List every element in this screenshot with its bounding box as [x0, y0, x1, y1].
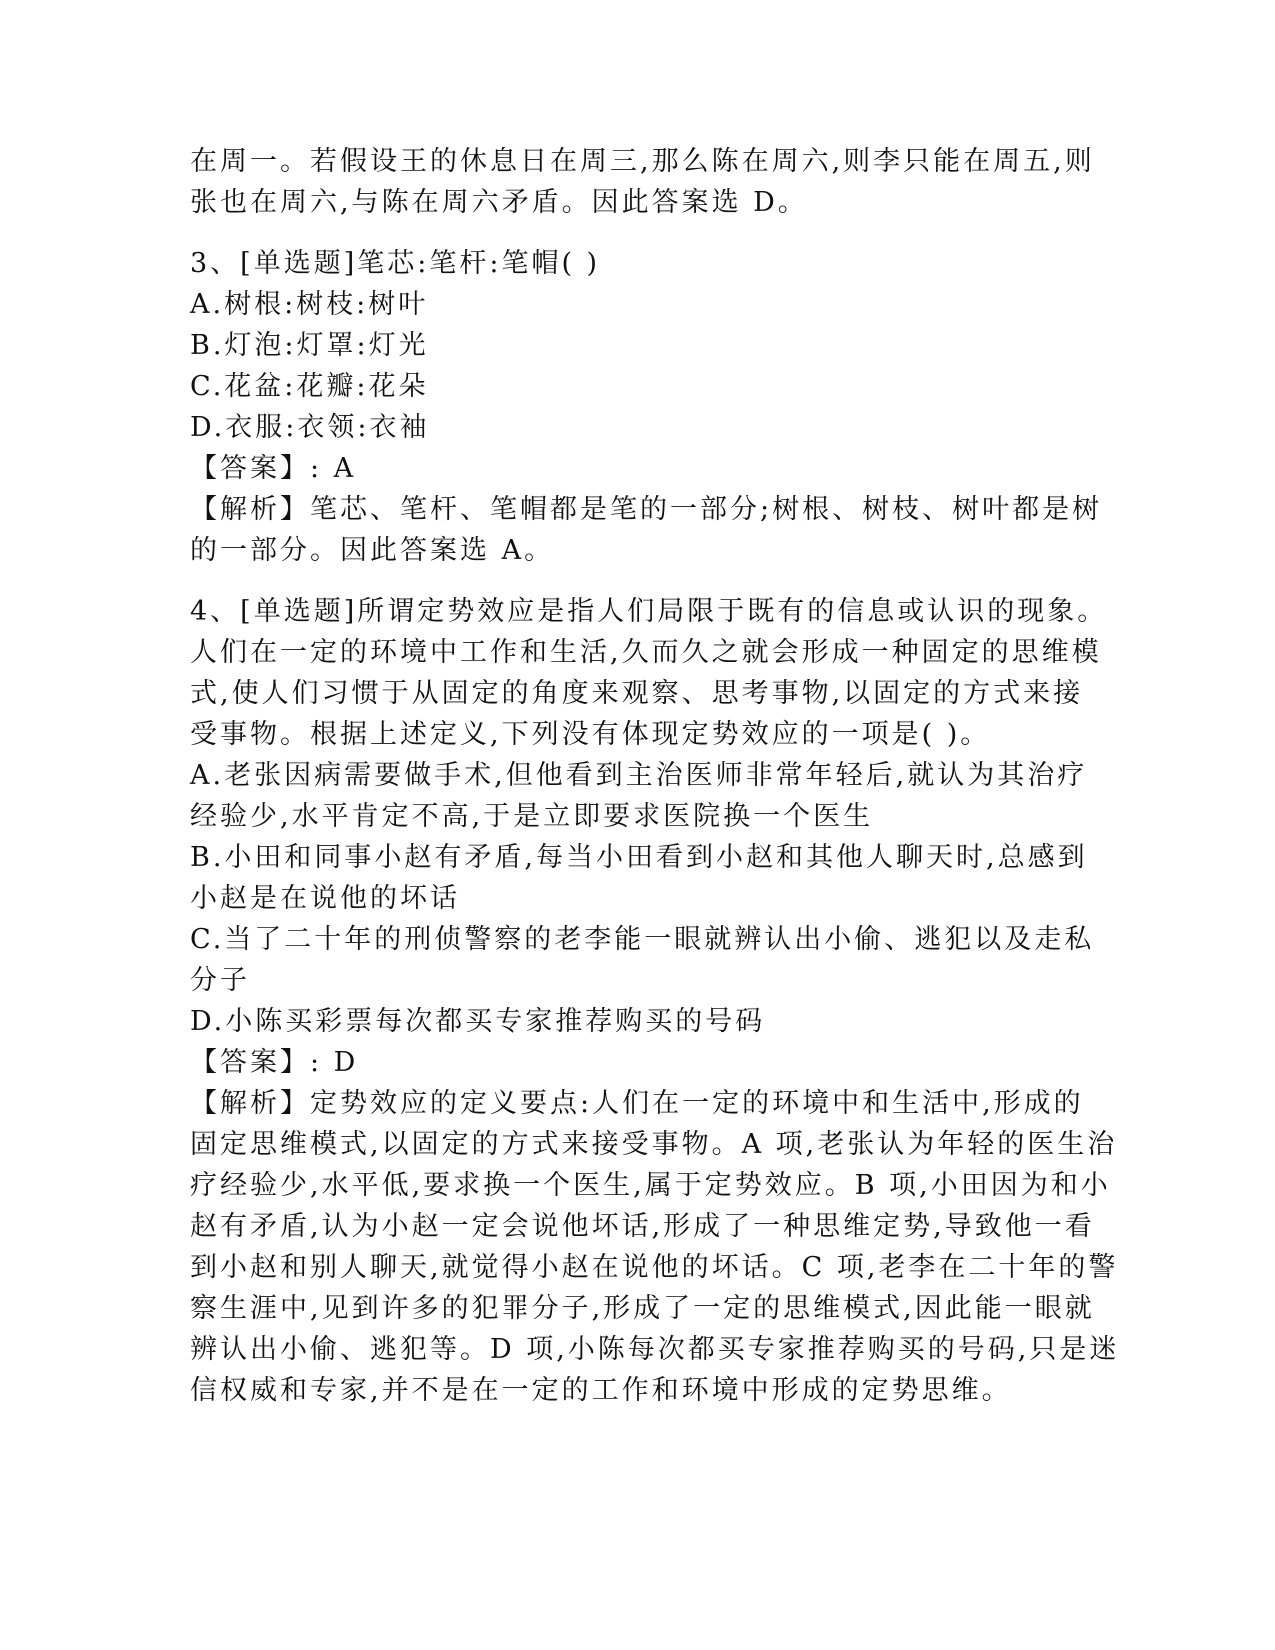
- option-b: B.小田和同事小赵有矛盾,每当小田看到小赵和其他人聊天时,总感到: [190, 842, 1088, 873]
- text-line: 张也在周六,与陈在周六矛盾。因此答案选 D。: [190, 187, 808, 218]
- analysis-line: 固定思维模式,以固定的方式来接受事物。A 项,老张认为年轻的医生治: [190, 1129, 1118, 1160]
- analysis-line: 赵有矛盾,认为小赵一定会说他坏话,形成了一种思维定势,导致他一看: [190, 1211, 1095, 1242]
- question-stem: 式,使人们习惯于从固定的角度来观察、思考事物,以固定的方式来接: [190, 678, 1084, 709]
- option-b: 小赵是在说他的坏话: [190, 883, 460, 914]
- option-c: 分子: [190, 965, 250, 996]
- text-line: 在周一。若假设王的休息日在周三,那么陈在周六,则李只能在周五,则: [190, 146, 1095, 177]
- analysis-line: 疗经验少,水平低,要求换一个医生,属于定势效应。B 项,小田因为和小: [190, 1170, 1111, 1201]
- analysis-line: 辨认出小偷、逃犯等。D 项,小陈每次都买专家推荐购买的号码,只是迷: [190, 1334, 1120, 1365]
- question-stem: 人们在一定的环境中工作和生活,久而久之就会形成一种固定的思维模: [190, 637, 1102, 668]
- question-stem: 3、[单选题]笔芯:笔杆:笔帽( ): [190, 248, 601, 279]
- option-d: D.衣服:衣领:衣袖: [190, 412, 430, 443]
- analysis-line: 【解析】定势效应的定义要点:人们在一定的环境中和生活中,形成的: [190, 1088, 1084, 1119]
- analysis-line: 信权威和专家,并不是在一定的工作和环境中形成的定势思维。: [190, 1375, 1012, 1406]
- analysis-line: 【解析】笔芯、笔杆、笔帽都是笔的一部分;树根、树枝、树叶都是树: [190, 494, 1103, 525]
- answer-line: 【答案】: D: [190, 1047, 359, 1078]
- question-stem: 4、[单选题]所谓定势效应是指人们局限于既有的信息或认识的现象。: [190, 596, 1108, 627]
- option-c: C.当了二十年的刑侦警察的老李能一眼就辨认出小偷、逃犯以及走私: [190, 924, 1095, 955]
- analysis-line: 的一部分。因此答案选 A。: [190, 535, 555, 566]
- question-stem: 受事物。根据上述定义,下列没有体现定势效应的一项是( )。: [190, 719, 991, 750]
- analysis-line: 察生涯中,见到许多的犯罪分子,形成了一定的思维模式,因此能一眼就: [190, 1293, 1095, 1324]
- option-d: D.小陈买彩票每次都买专家推荐购买的号码: [190, 1006, 766, 1037]
- option-a: A.树根:树枝:树叶: [190, 289, 429, 320]
- option-a: A.老张因病需要做手术,但他看到主治医师非常年轻后,就认为其治疗: [190, 760, 1088, 791]
- option-b: B.灯泡:灯罩:灯光: [190, 330, 429, 361]
- analysis-line: 到小赵和别人聊天,就觉得小赵在说他的坏话。C 项,老李在二十年的警: [190, 1252, 1119, 1283]
- option-c: C.花盆:花瓣:花朵: [190, 371, 429, 402]
- option-a: 经验少,水平肯定不高,于是立即要求医院换一个医生: [190, 801, 874, 832]
- answer-line: 【答案】: A: [190, 453, 357, 484]
